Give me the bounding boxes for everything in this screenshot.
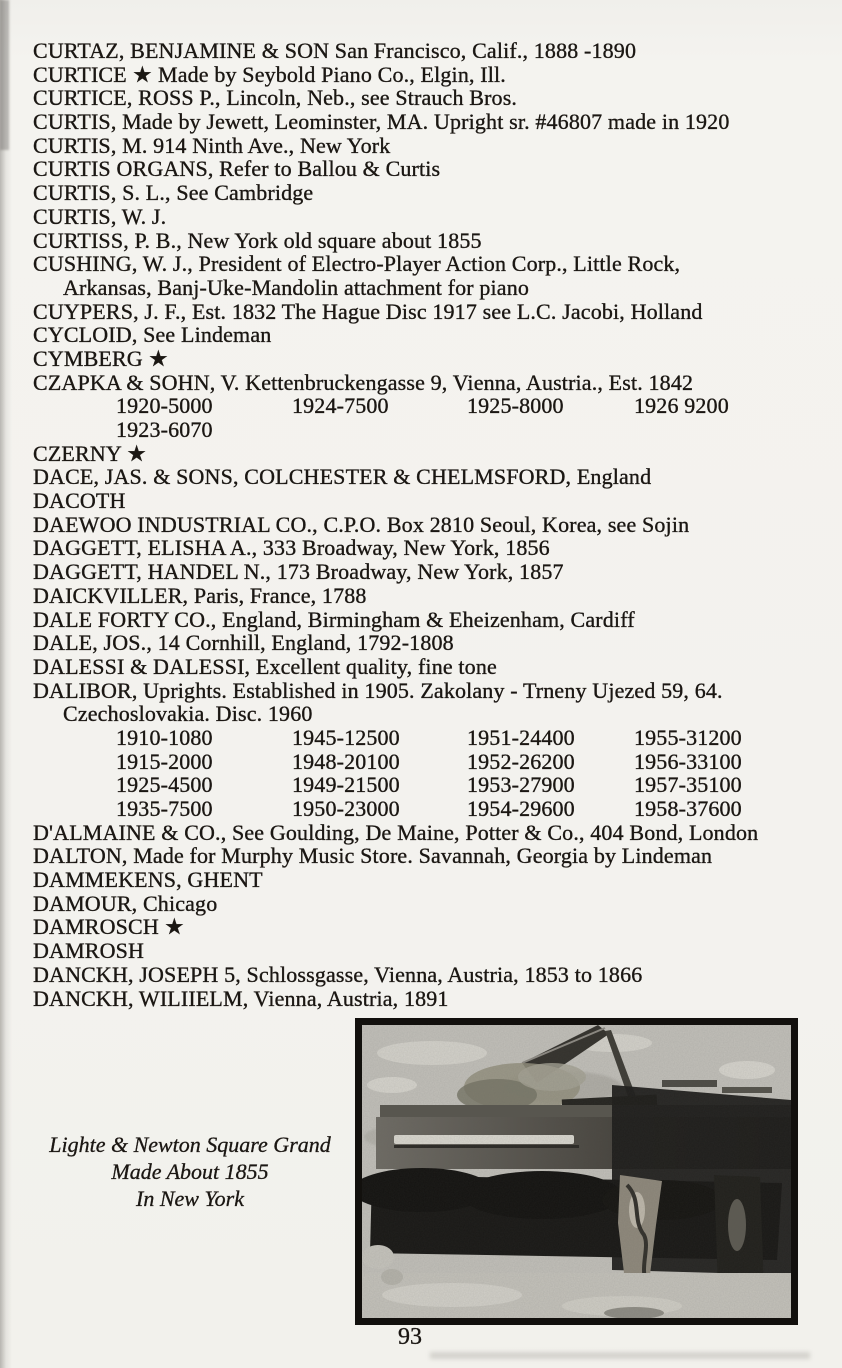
directory-entry: CURTISS, P. B., New York old square about 1855 [33, 227, 482, 253]
directory-entry: DALIBOR, Uprights. Established in 1905. Zakolany - Trneny Ujezed 59, 64. [33, 677, 723, 703]
serial-number-pair: 1948-20100 [292, 748, 400, 774]
serial-table-row [33, 797, 829, 821]
serial-number-pair: 1925-8000 [467, 393, 564, 419]
serial-number-pair: 1958-37600 [634, 796, 742, 821]
serial-table-row [33, 773, 829, 797]
serial-number-pair: 1952-26200 [467, 748, 575, 774]
serial-number-pair: 1925-4500 [116, 772, 213, 798]
directory-entry: D'ALMAINE & CO., See Goulding, De Maine, Potter & Co., 404 Bond, London [33, 819, 759, 845]
film-grain-overlay [362, 1025, 791, 1318]
scan-corner-artifact [0, 0, 9, 150]
directory-entry: DAEWOO INDUSTRIAL CO., C.P.O. Box 2810 Seoul, Korea, see Sojin [33, 511, 690, 537]
serial-table-row [33, 726, 829, 750]
serial-number-pair: 1945-12500 [292, 724, 400, 750]
directory-entry: DAMROSCH ★ [33, 914, 185, 940]
directory-entry: DAGGETT, ELISHA A., 333 Broadway, New York, 1856 [33, 535, 550, 561]
serial-number-pair: 1915-2000 [116, 748, 213, 774]
serial-number-pair: 1935-7500 [116, 796, 213, 821]
serial-number-pair: 1953-27900 [467, 772, 575, 798]
serial-number-pair: 1924-7500 [292, 393, 389, 419]
directory-entry: DALTON, Made for Murphy Music Store. Savannah, Georgia by Lindeman [33, 843, 713, 869]
directory-entry: CURTIS, S. L., See Cambridge [33, 180, 314, 206]
directory-entry: DAMROSH [33, 938, 145, 964]
serial-number-pair: 1956-33100 [634, 748, 742, 774]
serial-number-pair: 1910-1080 [116, 724, 213, 750]
directory-entry: DAGGETT, HANDEL N., 173 Broadway, New York, 1857 [33, 559, 564, 585]
directory-entry: DAMOUR, Chicago [33, 890, 218, 916]
serial-number-pair: 1950-23000 [292, 796, 400, 821]
serial-number-pair: 1949-21500 [292, 772, 400, 798]
page-number: 93 [398, 1324, 422, 1350]
directory-entry: DALE, JOS., 14 Cornhill, England, 1792-1808 [33, 630, 454, 656]
directory-entry: DALESSI & DALESSI, Excellent quality, fine tone [33, 653, 497, 679]
serial-table-row [33, 418, 829, 442]
caption-line: Made About 1855 [111, 1159, 269, 1184]
caption-line: In New York [136, 1186, 244, 1211]
serial-number-pair: 1954-29600 [467, 796, 575, 821]
serial-number-pair: 1951-24400 [467, 724, 575, 750]
entry-continuation-line: Arkansas, Banj-Uke-Mandolin attachment for piano [63, 274, 530, 300]
serial-number-pair: 1920-5000 [116, 393, 213, 419]
serial-number-pair: 1955-31200 [634, 724, 742, 750]
serial-table-row [33, 750, 829, 774]
directory-entry: DAMMEKENS, GHENT [33, 867, 263, 893]
directory-entry: CURTIS ORGANS, Refer to Ballou & Curtis [33, 156, 441, 182]
photo-caption [20, 1131, 360, 1212]
directory-entry: CYMBERG ★ [33, 345, 169, 371]
directory-entry: DACE, JAS. & SONS, COLCHESTER & CHELMSFORD, England [33, 464, 652, 490]
directory-entry: DANCKH, WILIIELM, Vienna, Austria, 1891 [33, 985, 449, 1011]
serial-number-pair: 1926 9200 [634, 393, 729, 419]
directory-entry: CURTIS, Made by Jewett, Leominster, MA. Upright sr. #46807 made in 1920 [33, 109, 730, 135]
piano-photo [355, 1018, 798, 1325]
directory-entry: CURTIS, M. 914 Ninth Ave., New York [33, 132, 391, 158]
directory-entry: CUYPERS, J. F., Est. 1832 The Hague Disc 1917 see L.C. Jacobi, Holland [33, 298, 703, 324]
directory-entry: DAICKVILLER, Paris, France, 1788 [33, 582, 367, 608]
scan-edge-artifact [0, 0, 12, 1368]
serial-number-pair: 1923-6070 [116, 417, 213, 442]
entry-continuation-line: Czechoslovakia. Disc. 1960 [63, 701, 313, 727]
scan-streak-artifact [430, 1352, 810, 1359]
directory-entry: CURTIS, W. J. [33, 203, 167, 229]
directory-entry: CUSHING, W. J., President of Electro-Player Action Corp., Little Rock, [33, 251, 681, 277]
directory-entry: CZAPKA & SOHN, V. Kettenbruckengasse 9, Vienna, Austria., Est. 1842 [33, 369, 694, 395]
square-grand-piano-image [362, 1025, 791, 1318]
directory-entry: DANCKH, JOSEPH 5, Schlossgasse, Vienna, Austria, 1853 to 1866 [33, 961, 643, 987]
directory-entry: DACOTH [33, 488, 126, 514]
directory-list [33, 39, 829, 1010]
serial-table-row [33, 394, 829, 418]
directory-entry: CYCLOID, See Lindeman [33, 322, 272, 348]
directory-entry: CZERNY ★ [33, 440, 147, 466]
caption-line: Lighte & Newton Square Grand [49, 1132, 331, 1157]
directory-entry: CURTICE ★ Made by Seybold Piano Co., Elgin, Ill. [33, 61, 506, 87]
directory-entry: DALE FORTY CO., England, Birmingham & Eheizenham, Cardiff [33, 606, 635, 632]
serial-number-pair: 1957-35100 [634, 772, 742, 798]
directory-entry: CURTAZ, BENJAMINE & SON San Francisco, Calif., 1888 -1890 [33, 38, 637, 63]
directory-entry: CURTICE, ROSS P., Lincoln, Neb., see Strauch Bros. [33, 85, 518, 111]
